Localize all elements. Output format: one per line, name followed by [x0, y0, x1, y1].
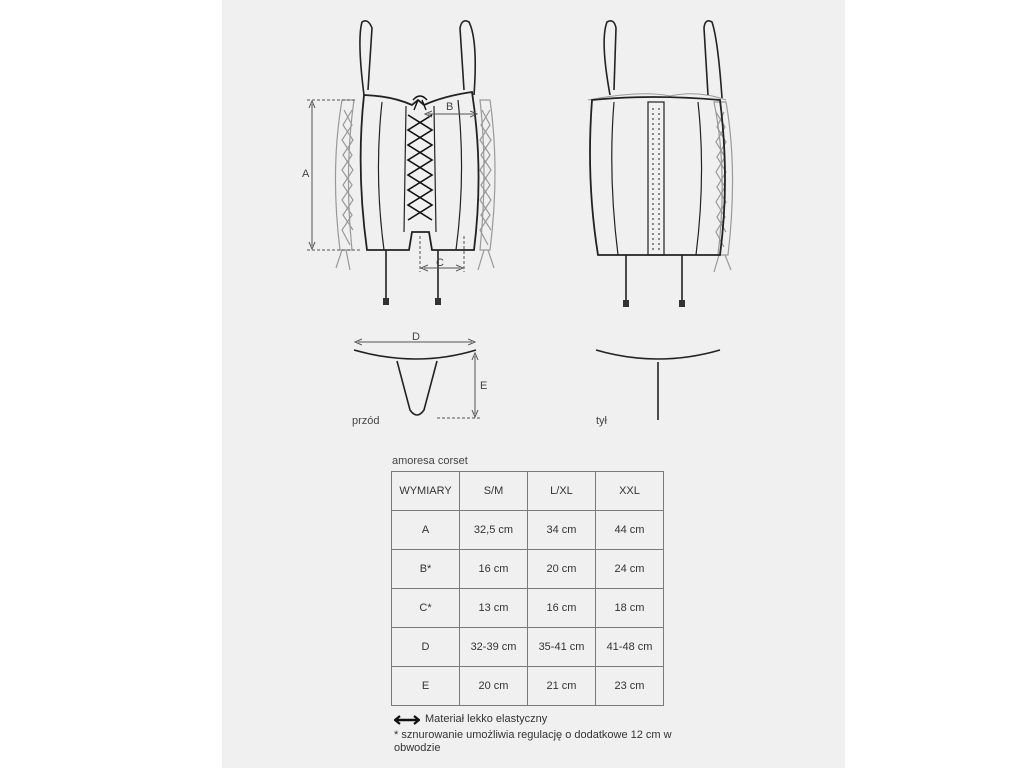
dimension-a	[307, 100, 362, 250]
table-cell: A	[392, 511, 460, 550]
garment-diagram	[222, 0, 845, 450]
corset-back-drawing	[588, 21, 733, 307]
note-lacing-adjustment: * sznurowanie umożliwia regulację o dodatkowe 12 cm w obwodzie	[394, 729, 672, 754]
table-row	[392, 589, 664, 628]
double-arrow-icon	[394, 715, 420, 725]
table-cell: D	[392, 628, 460, 667]
view-label-front: przód	[352, 415, 380, 427]
thong-back-drawing	[596, 350, 720, 420]
dimension-e	[437, 356, 480, 418]
dimension-label-b: B	[446, 101, 454, 113]
table-cell: 24 cm	[596, 550, 664, 589]
table-cell: 20 cm	[528, 550, 596, 589]
size-table	[391, 471, 664, 706]
table-header-row	[392, 472, 664, 511]
table-cell: 21 cm	[528, 667, 596, 706]
table-cell: 13 cm	[460, 589, 528, 628]
table-header-cell: WYMIARY	[392, 472, 460, 511]
view-label-back: tył	[596, 415, 607, 427]
table-cell: C*	[392, 589, 460, 628]
table-cell: 16 cm	[460, 550, 528, 589]
table-cell: 41-48 cm	[596, 628, 664, 667]
note-elastic-material: Materiał lekko elastyczny	[425, 713, 548, 725]
table-cell: E	[392, 667, 460, 706]
table-cell: 35-41 cm	[528, 628, 596, 667]
table-cell: 32-39 cm	[460, 628, 528, 667]
table-header-cell: L/XL	[528, 472, 596, 511]
table-row	[392, 667, 664, 706]
table-title: amoresa corset	[392, 455, 468, 467]
thong-front-drawing	[354, 350, 476, 415]
dimension-label-c: C	[436, 257, 444, 269]
table-cell: 32,5 cm	[460, 511, 528, 550]
table-cell: 34 cm	[528, 511, 596, 550]
table-cell: 18 cm	[596, 589, 664, 628]
table-cell: 20 cm	[460, 667, 528, 706]
size-chart-sheet	[222, 0, 845, 768]
table-cell: B*	[392, 550, 460, 589]
table-cell: 23 cm	[596, 667, 664, 706]
corset-front-drawing	[335, 21, 495, 305]
table-cell: 44 cm	[596, 511, 664, 550]
table-cell: 16 cm	[528, 589, 596, 628]
table-row	[392, 550, 664, 589]
dimension-label-e: E	[480, 380, 488, 392]
table-row	[392, 628, 664, 667]
table-row	[392, 511, 664, 550]
table-header-cell: S/M	[460, 472, 528, 511]
dimension-label-d: D	[412, 331, 420, 343]
dimension-label-a: A	[302, 168, 310, 180]
table-header-cell: XXL	[596, 472, 664, 511]
